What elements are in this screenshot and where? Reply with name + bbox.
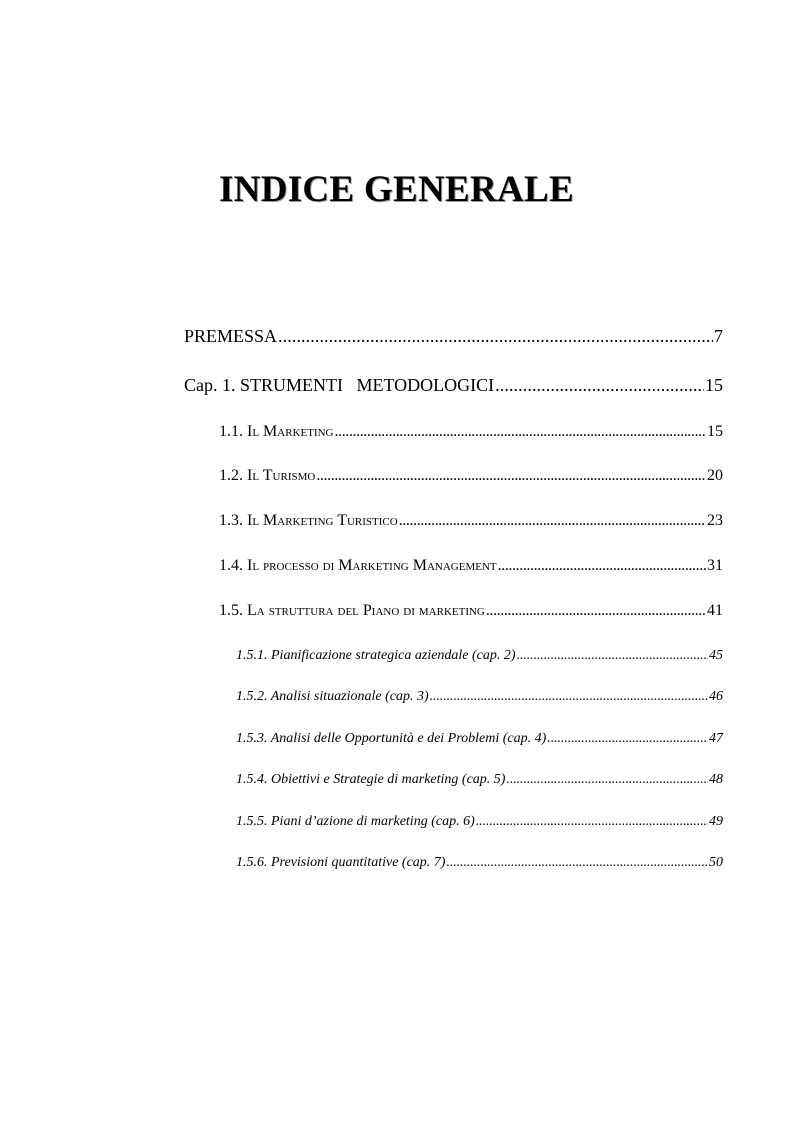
toc-entry-number: 1.5.6. <box>236 855 268 870</box>
toc-entry-text: La struttura del Piano di marketing <box>247 602 485 619</box>
toc-entry-label <box>236 648 516 664</box>
toc-entry-1-1[interactable] <box>219 423 723 441</box>
dot-leader <box>498 557 706 575</box>
toc-entry-text: PREMESSA <box>184 326 278 346</box>
toc-entry-number: 1.1. <box>219 423 243 440</box>
toc-entry-number: 1.5. <box>219 602 243 619</box>
toc-page-number: 46 <box>709 689 723 704</box>
toc-entry-text: Il Turismo <box>247 467 316 484</box>
toc-entry-number: 1.3. <box>219 512 243 529</box>
toc-entry-number: 1.5.5. <box>236 814 268 829</box>
toc-page-number: 20 <box>707 467 723 484</box>
toc-entry-label <box>219 467 315 485</box>
toc-entry-number: 1.5.3. <box>236 731 268 746</box>
toc-entry-text: Previsioni quantitative (cap. 7) <box>271 855 446 870</box>
dot-leader <box>495 375 704 396</box>
toc-page-number: 50 <box>709 855 723 870</box>
dot-leader <box>399 512 706 530</box>
toc-entry-text: Analisi delle Opportunità e dei Problemi (cap. 4) <box>270 731 547 746</box>
dot-leader <box>486 602 706 620</box>
toc-entry-text: Analisi situazionale (cap. 3) <box>270 689 429 704</box>
toc-page-number: 15 <box>707 423 723 440</box>
toc-entry-number: 1.5.2. <box>236 689 268 704</box>
toc-entry-label <box>236 731 546 747</box>
toc-entry-1-5-3[interactable] <box>236 731 723 747</box>
toc-entry-label <box>219 602 485 620</box>
toc-entry-text: Il Marketing Turistico <box>247 512 398 529</box>
toc-entry-text: Il Marketing <box>247 423 334 440</box>
toc-entry-text: Pianificazione strategica aziendale (cap. 2) <box>271 648 516 663</box>
toc-page-number: 48 <box>709 772 723 787</box>
toc-page-number: 49 <box>709 814 723 829</box>
toc-entry-label <box>219 512 398 530</box>
toc-entry-number: Cap. 1. <box>184 375 236 395</box>
toc-entry-cap-1[interactable] <box>184 375 723 396</box>
toc-entry-text: Il processo di Marketing Management <box>247 557 497 574</box>
toc-page-number: 7 <box>714 326 723 346</box>
toc-page-number: 31 <box>707 557 723 574</box>
dot-leader <box>506 772 708 788</box>
toc-page-number: 45 <box>709 648 723 663</box>
toc-entry-label <box>219 423 334 441</box>
toc-entry-1-5-2[interactable] <box>236 689 723 705</box>
toc-page-number: 23 <box>707 512 723 529</box>
toc-entry-1-5-5[interactable] <box>236 814 723 830</box>
toc-entry-1-5-1[interactable] <box>236 648 723 664</box>
dot-leader <box>316 467 706 485</box>
toc-entry-number: 1.5.1. <box>236 648 268 663</box>
toc-entry-label <box>184 375 494 396</box>
toc-entry-number: 1.4. <box>219 557 243 574</box>
toc-entry-1-5[interactable] <box>219 602 723 620</box>
toc-entry-label <box>236 689 429 705</box>
toc-entry-label <box>236 772 505 788</box>
toc-page-number: 47 <box>709 731 723 746</box>
dot-leader <box>476 814 708 830</box>
toc-entry-text: Piani d’azione di marketing (cap. 6) <box>271 814 475 829</box>
toc-page-number: 41 <box>707 602 723 619</box>
toc-entry-1-2[interactable] <box>219 467 723 485</box>
page-title: INDICE GENERALE <box>218 169 575 210</box>
dot-leader <box>430 689 708 705</box>
dot-leader <box>517 648 708 664</box>
toc-entry-label <box>219 557 497 575</box>
toc-entry-text: Obiettivi e Strategie di marketing (cap. 5) <box>271 772 506 787</box>
dot-leader <box>446 855 708 871</box>
toc-entry-label <box>236 855 445 871</box>
toc-entry-number: 1.2. <box>219 467 243 484</box>
toc-entry-1-5-6[interactable] <box>236 855 723 871</box>
toc-entry-label <box>236 814 475 830</box>
dot-leader <box>335 423 707 441</box>
dot-leader <box>278 326 713 347</box>
toc-entry-1-4[interactable] <box>219 557 723 575</box>
toc-entry-1-5-4[interactable] <box>236 772 723 788</box>
toc-entry-number: 1.5.4. <box>236 772 268 787</box>
toc-entry-premessa[interactable] <box>184 326 723 347</box>
toc-page-number: 15 <box>705 375 723 395</box>
toc-entry-1-3[interactable] <box>219 512 723 530</box>
dot-leader <box>547 731 708 747</box>
toc-entry-text: STRUMENTI METODOLOGICI <box>240 375 495 395</box>
